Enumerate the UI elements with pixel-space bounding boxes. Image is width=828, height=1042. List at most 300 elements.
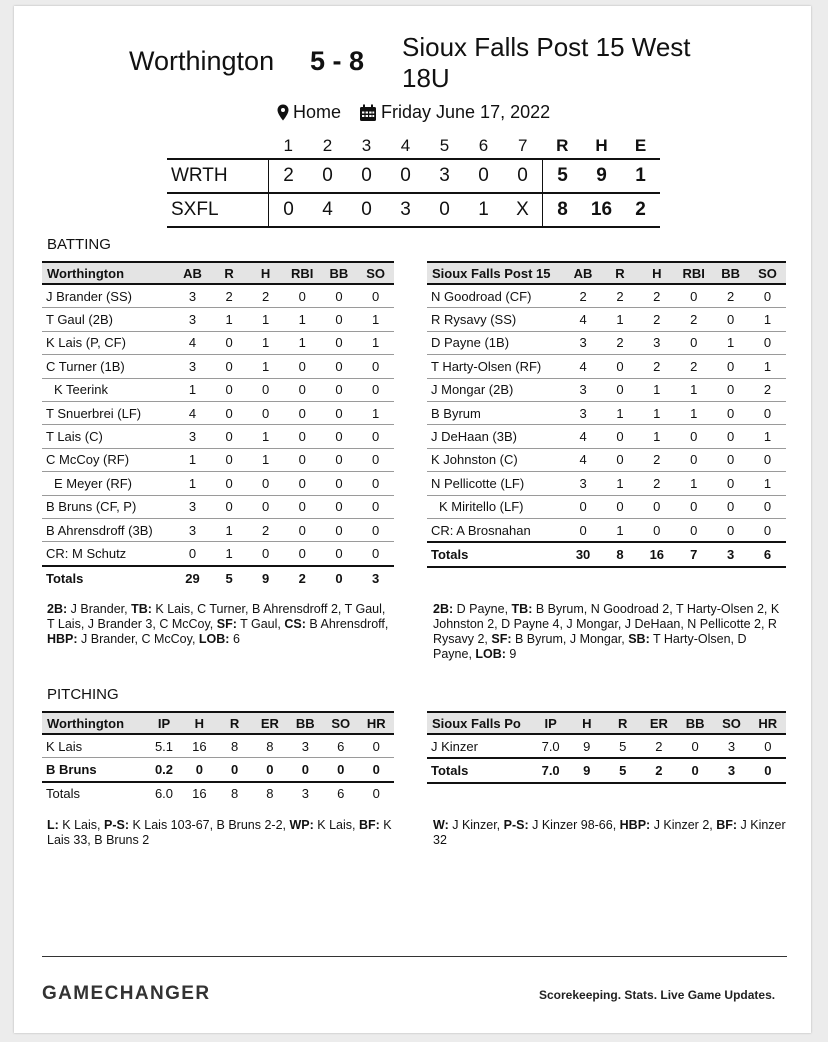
player-row [42,425,394,448]
inning-header: 5 [439,136,450,155]
note-value: B Ahrensdroff, [305,617,389,631]
linescore-team: SXFL [167,193,269,227]
stat-value: 0 [357,542,394,566]
player-row [42,448,394,471]
calendar-icon [359,104,377,122]
batting-table-home [42,261,394,590]
inning-score: 0 [361,165,372,186]
note-key: TB: [131,602,152,616]
stat-value: 2 [675,355,712,378]
stat-value: 0 [321,518,358,541]
player-name: N Goodroad (CF) [427,284,565,308]
stat-value: 1 [749,425,786,448]
stat-value: 2 [602,284,639,308]
stat-value: 3 [713,734,749,758]
note-value: J Brander, C McCoy, [77,632,199,646]
player-name: T Gaul (2B) [42,308,174,331]
stat-value: 0 [247,495,284,518]
stat-value: 0 [211,472,248,495]
stat-value: 1 [602,308,639,331]
total-value: 2 [641,758,677,783]
note-value: J Brander, [67,602,132,616]
final-score: 5 - 8 [310,46,365,76]
player-row [42,308,394,331]
column-header: RBI [675,262,712,284]
pitching-notes-away [433,818,788,848]
stat-value: 0 [749,448,786,471]
player-row [427,355,786,378]
stat-value: 0 [749,495,786,518]
location-pin-icon [277,104,289,121]
totals-label: Totals [427,542,565,567]
note-value: T Gaul, [236,617,285,631]
table-header-row [427,262,786,284]
note-key: LOB: [198,632,230,646]
note-value: D Payne, [453,602,512,616]
player-name: R Rysavy (SS) [427,308,565,331]
stat-value: 1 [357,401,394,424]
totals-row [42,566,394,590]
stat-value: 1 [749,308,786,331]
stat-value: 1 [675,378,712,401]
table-header-row [42,262,394,284]
stat-value: 0 [211,401,248,424]
stat-value: 2 [638,355,675,378]
stat-value: 16 [182,734,217,758]
stat-value: 0 [211,425,248,448]
stat-value: 0 [321,331,358,354]
stat-value: 1 [211,542,248,566]
player-name: J Kinzer [427,734,533,758]
stat-value: 0 [749,331,786,354]
stat-value: 0 [712,495,749,518]
stat-value: 0 [749,518,786,542]
stat-value: 2 [247,284,284,308]
note-value: K Lais, [313,818,359,832]
stat-value: 3 [174,355,211,378]
player-row [42,401,394,424]
total-value: 29 [174,566,211,590]
stat-value: 0 [357,472,394,495]
stat-value: 0 [284,542,321,566]
inning-score: 2 [283,165,294,186]
note-key: SB: [628,632,650,646]
stat-value: 0 [712,355,749,378]
stat-value: 0 [321,495,358,518]
game-location: Home [293,102,342,122]
stat-value: 0 [321,401,358,424]
note-key: 2B: [433,602,454,616]
stat-value: 2 [638,448,675,471]
stat-value: 1 [357,331,394,354]
note-key: LOB: [475,647,506,661]
gamechanger-logo: GAMECHANGER [42,983,211,1004]
pitching-section-label: PITCHING [47,686,119,703]
player-name: E Meyer (RF) [42,472,174,495]
stat-value: 0 [675,518,712,542]
linescore-team-header [167,134,269,159]
player-row [42,542,394,566]
stat-value: 0 [284,355,321,378]
stat-value: 2 [638,472,675,495]
player-name: K Lais [42,734,146,758]
note-value: K Lais 33, B Bruns 2 [47,818,392,847]
stat-value: 0 [321,472,358,495]
player-name: J Mongar (2B) [427,378,565,401]
player-name: C Turner (1B) [42,355,174,378]
stat-value: 0 [284,425,321,448]
stat-value: 1 [174,448,211,471]
total-errors: 2 [635,199,646,220]
player-row [42,331,394,354]
stat-value: 0 [321,425,358,448]
stat-value: 1 [638,425,675,448]
inning-score: 0 [400,165,411,186]
stat-value: 2 [211,284,248,308]
column-header: ER [641,712,677,734]
column-header: HR [750,712,786,734]
stat-value: 0 [712,518,749,542]
stat-value: 0 [602,425,639,448]
stat-value: 0 [638,495,675,518]
stat-value: 9 [569,734,605,758]
column-header: BB [712,262,749,284]
stat-value: 1 [247,331,284,354]
stat-value: 0 [565,518,602,542]
team-header: Worthington [42,712,146,734]
stat-value: 0 [247,378,284,401]
player-name: Totals [46,786,80,802]
total-value: 5 [211,566,248,590]
stat-value: 0 [321,284,358,308]
game-date: Friday June 17, 2022 [381,102,551,122]
note-value: J Kinzer 98-66, [528,818,620,832]
note-value: B Byrum, J Mongar, [511,632,629,646]
inning-score: 3 [400,199,411,220]
total-value: 9 [247,566,284,590]
game-meta [277,102,550,123]
player-name: K Johnston (C) [427,448,565,471]
total-value: 3 [713,758,749,783]
stat-value: 0 [357,284,394,308]
totals-label: Totals [42,566,174,590]
player-name: CR: M Schutz [42,542,174,566]
stat-value: 8 [230,786,239,802]
stat-value: 1 [749,472,786,495]
inning-score: 0 [478,165,489,186]
total-value: 16 [638,542,675,567]
stat-value: 1 [284,331,321,354]
stat-value: 0 [712,401,749,424]
stat-value: 0 [357,355,394,378]
stat-value: 1 [174,472,211,495]
stat-value: 0 [247,472,284,495]
note-key: SF: [216,617,237,631]
linescore-header-row [167,134,660,159]
inning-header: 7 [518,136,528,155]
errors-header: E [634,136,647,155]
stat-value: 0 [321,448,358,471]
note-value: K Lais 103-67, B Bruns 2-2, [128,818,290,832]
stat-value: 0 [211,495,248,518]
inning-score: 1 [478,199,489,220]
stat-value: 0 [750,734,786,758]
note-value: K Lais, C Turner, B Ahrensdroff 2, T Gaul, T Lais, J Brander 3, C McCoy, [47,602,386,631]
stat-value: 0 [372,786,380,802]
column-header: BB [321,262,358,284]
note-value: J Kinzer, [448,818,504,832]
note-key: CS: [284,617,306,631]
stat-value: 16 [192,786,207,802]
player-name: D Payne (1B) [427,331,565,354]
stat-value: 0 [252,758,287,782]
box-score-page [14,6,811,1033]
stat-value: 1 [602,401,639,424]
inning-score: 3 [439,165,450,186]
column-header: SO [323,712,358,734]
inning-header: 2 [322,136,333,155]
total-value: 3 [357,566,394,590]
stat-value: 1 [675,401,712,424]
stat-value: 2 [712,284,749,308]
stat-value: 3 [174,518,211,541]
stat-value: 3 [565,472,602,495]
pitching-notes-home [47,818,397,848]
player-name: J Brander (SS) [42,284,174,308]
player-row [427,425,786,448]
stat-value: 3 [288,734,323,758]
player-row [427,401,786,424]
column-header: ER [252,712,287,734]
stat-value: 5 [605,734,641,758]
player-row [427,448,786,471]
inning-score: 0 [439,199,450,220]
stat-value: 2 [638,284,675,308]
note-key: BF: [716,818,738,832]
footer-divider [42,956,787,957]
note-key: HBP: [47,632,78,646]
player-name: B Bruns [42,758,146,782]
linescore-team: WRTH [167,159,269,193]
stat-value: 0 [602,378,639,401]
player-row [42,518,394,541]
hits-header: H [595,136,608,155]
footer-tagline: Scorekeeping. Stats. Live Game Updates. [539,988,776,1002]
note-key: W: [433,818,449,832]
stat-value: 0 [284,378,321,401]
player-row [42,758,394,782]
note-value: J Kinzer 2, [650,818,717,832]
player-row [42,284,394,308]
total-value: 6 [749,542,786,567]
stat-value: 0 [284,518,321,541]
stat-value: 2 [749,378,786,401]
column-header: HR [358,712,394,734]
player-name: N Pellicotte (LF) [427,472,565,495]
column-header: H [182,712,217,734]
stat-value: 3 [565,401,602,424]
total-value: 3 [712,542,749,567]
inning-score: 0 [517,165,528,186]
stat-value: 4 [565,308,602,331]
inning-score: 0 [322,165,333,186]
stat-value: 2 [602,331,639,354]
linescore-table [167,134,660,228]
stat-value: 0 [284,448,321,471]
stat-value: 1 [602,472,639,495]
runs-header: R [556,136,569,155]
stat-value: 0 [357,495,394,518]
stat-value: 3 [174,284,211,308]
stat-value: 0 [675,495,712,518]
stat-value: 3 [565,331,602,354]
stat-value: 8 [266,786,274,802]
stat-value: 0 [321,542,358,566]
stat-value: 2 [247,518,284,541]
stat-value: 0 [182,758,217,782]
column-header: AB [174,262,211,284]
stat-value: 7.0 [533,734,569,758]
note-value: J Kinzer 32 [433,818,786,847]
column-header: RBI [284,262,321,284]
stat-value: 1 [211,308,248,331]
note-value: K Lais, [58,818,104,832]
totals-label: Totals [427,758,533,783]
stat-value: 0 [217,758,252,782]
stat-value: 0 [211,355,248,378]
batting-table-away [427,261,786,568]
stat-value: 0 [358,734,394,758]
table-header-row [427,712,786,734]
table-header-row [42,712,394,734]
stat-value: 0 [247,542,284,566]
note-key: WP: [289,818,314,832]
stat-value: 1 [712,331,749,354]
stat-value: 0 [321,355,358,378]
stat-value: 1 [638,401,675,424]
stat-value: 3 [638,331,675,354]
stat-value: 0 [357,378,394,401]
column-header: H [247,262,284,284]
player-row [427,495,786,518]
player-name: C McCoy (RF) [42,448,174,471]
batting-notes-away [433,602,783,662]
player-row [427,378,786,401]
totals-row [427,758,786,783]
player-name: B Byrum [427,401,565,424]
column-header: H [638,262,675,284]
note-key: L: [47,818,59,832]
column-header: SO [357,262,394,284]
batting-notes-home [47,602,392,647]
note-key: 2B: [47,602,68,616]
stat-value: 3 [301,786,309,802]
column-header: AB [565,262,602,284]
stat-value: 0 [677,734,713,758]
note-value: B Byrum, N Goodroad 2, T Harty-Olsen 2, K Johnston 2, D Payne 4, J Mongar, J DeHaan, N Pellicotte 2, R Rysavy 2, [433,602,780,646]
note-value: 6 [229,632,240,646]
total-value: 0 [321,566,358,590]
total-value: 7 [675,542,712,567]
stat-value: 1 [247,425,284,448]
player-row [427,734,786,758]
total-value: 2 [284,566,321,590]
note-key: TB: [511,602,533,616]
stat-value: 1 [247,448,284,471]
player-row [42,472,394,495]
player-name: T Lais (C) [42,425,174,448]
stat-value: 0 [247,401,284,424]
stat-value: 1 [357,308,394,331]
stat-value: 8 [252,734,287,758]
player-row [42,355,394,378]
total-value: 9 [569,758,605,783]
stat-value: 1 [749,355,786,378]
stat-value: 0 [284,401,321,424]
stat-value: 1 [247,308,284,331]
away-team-name: Sioux Falls Post 15 West 18U [402,32,691,93]
stat-value: 3 [174,308,211,331]
stat-value: 0 [712,472,749,495]
pitching-table-home [42,711,394,805]
stat-value: 1 [638,378,675,401]
linescore-row-away [167,193,660,227]
inning-header: 3 [361,136,372,155]
player-name: B Ahrensdroff (3B) [42,518,174,541]
player-row [42,782,394,805]
stat-value: 0 [211,378,248,401]
note-value: T Harty-Olsen, D Payne, [433,632,747,661]
total-hits: 9 [596,165,607,186]
stat-value: 0.2 [146,758,181,782]
column-header: IP [146,712,181,734]
inning-header: 4 [400,136,411,155]
stat-value: 0 [357,425,394,448]
stat-value: 0 [712,308,749,331]
stat-value: 0 [675,284,712,308]
note-key: P-S: [103,818,129,832]
batting-section-label: BATTING [47,236,111,253]
total-value: 7.0 [533,758,569,783]
stat-value: 1 [602,518,639,542]
stat-value: 5.1 [146,734,181,758]
note-key: HBP: [619,818,651,832]
inning-header: 1 [283,136,293,155]
player-row [42,495,394,518]
team-header: Sioux Falls Po [427,712,533,734]
stat-value: 1 [284,308,321,331]
stat-value: 0 [675,331,712,354]
stat-value: 0 [284,472,321,495]
player-name: CR: A Brosnahan [427,518,565,542]
player-row [427,518,786,542]
stat-value: 6.0 [154,786,174,802]
stat-value: 1 [675,472,712,495]
note-key: P-S: [503,818,529,832]
column-header: H [569,712,605,734]
player-row [427,308,786,331]
column-header: R [602,262,639,284]
note-key: BF: [358,818,380,832]
team-header: Sioux Falls Post 15 [427,262,565,284]
stat-value: 4 [565,355,602,378]
column-header: R [605,712,641,734]
player-row [427,284,786,308]
column-header: BB [677,712,713,734]
stat-value: 0 [211,331,248,354]
stat-value: 0 [323,758,358,782]
stat-value: 8 [217,734,252,758]
